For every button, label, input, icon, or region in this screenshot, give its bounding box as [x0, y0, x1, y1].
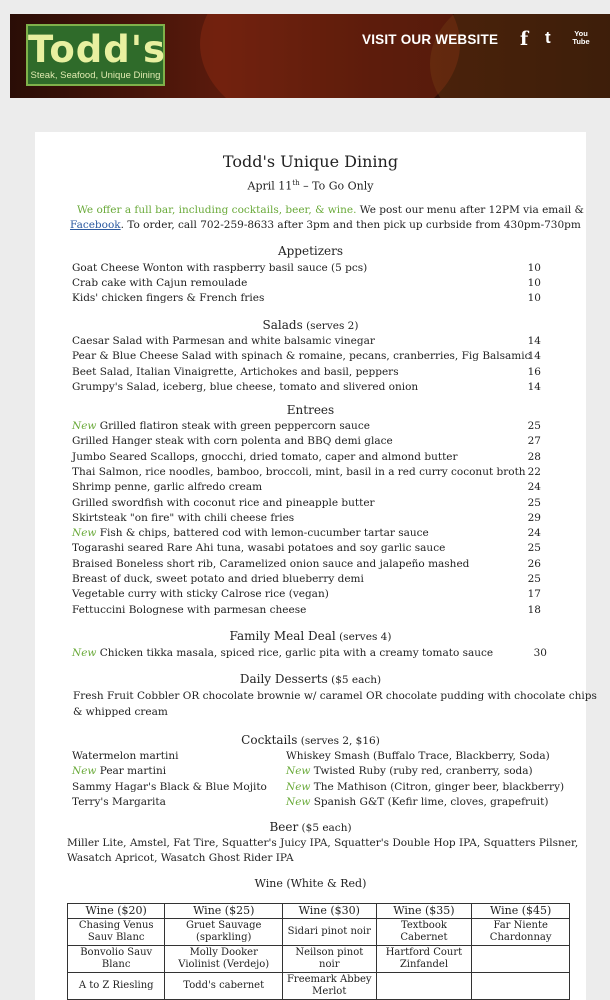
- item-price: 25: [527, 573, 541, 585]
- desserts-line-2: & whipped cream: [73, 706, 168, 718]
- item-name: Crab cake with Cajun remoulade: [72, 277, 248, 289]
- wine-column-header: Wine ($30): [283, 904, 376, 919]
- menu-sheet: [35, 132, 597, 1000]
- section-title-entrees: Entrees: [286, 403, 335, 417]
- beer-line-1: Miller Lite, Amstel, Fat Tire, Squatter's Juicy IPA, Squatter's Double Hop IPA, Squatters Pilsner,: [67, 837, 579, 849]
- list-item: [72, 481, 262, 494]
- menu-title: Todd's Unique Dining: [222, 152, 399, 171]
- item-name: Goat Cheese Wonton with raspberry basil sauce (5 pcs): [72, 262, 368, 274]
- wine-cell: Molly Dooker Violinist (Verdejo): [165, 946, 283, 973]
- item-name: Grumpy's Salad, iceberg, blue cheese, tomato and slivered onion: [72, 380, 419, 393]
- list-item: [72, 381, 418, 394]
- item-name: Vegetable curry with sticky Calrose rice (vegan): [72, 588, 329, 601]
- wine-column-header: Wine ($20): [68, 904, 165, 919]
- header-swirl: [200, 14, 460, 98]
- list-item: [72, 292, 264, 305]
- wine-cell: Chasing Venus Sauv Blanc: [68, 919, 165, 946]
- item-name: Fettuccini Bolognese with parmesan cheese: [72, 603, 307, 616]
- list-item: [72, 512, 294, 525]
- item-price: 25: [527, 542, 541, 555]
- cocktail-name: Spanish G&T (Kefir lime, cloves, grapefruit): [310, 795, 549, 808]
- menu-date: April 11th – To Go Only: [247, 179, 374, 193]
- wine-cell: [472, 946, 570, 973]
- list-item: [72, 527, 429, 540]
- wine-cell: Todd's cabernet: [165, 973, 283, 1000]
- list-item: [72, 558, 469, 571]
- cocktail-item: [286, 750, 550, 763]
- wine-cell: [472, 973, 570, 1000]
- youtube-icon[interactable]: You Tube: [572, 29, 590, 46]
- visit-website-link[interactable]: VISIT OUR WEBSITE: [362, 32, 499, 47]
- wine-column-header: Wine ($35): [376, 904, 472, 919]
- cocktail-name: Pear martini: [96, 765, 167, 778]
- cocktail-item: [72, 796, 166, 809]
- cocktail-item: [72, 765, 166, 778]
- intro-line-2: Facebook. To order, call 702-259-8633 after 3pm and then pick up curbside from 430pm-730pm: [70, 219, 581, 231]
- item-name: Pear & Blue Cheese Salad with spinach & romaine, pecans, cranberries, Fig Balsamic: [72, 350, 531, 363]
- item-price: 25: [527, 496, 541, 509]
- item-name: Grilled flatiron steak with green peppercorn sauce: [96, 420, 370, 432]
- list-item: [72, 335, 375, 348]
- item-name: Skirtsteak "on fire" with chili cheese fries: [72, 511, 295, 524]
- wine-cell: Freemark Abbey Merlot: [283, 973, 376, 1000]
- item-price: 14: [527, 350, 541, 363]
- wine-column-header: Wine ($45): [472, 904, 570, 919]
- wine-cell: Textbook Cabernet: [376, 919, 472, 946]
- wine-cell: Sidari pinot noir: [283, 919, 376, 946]
- cocktail-name: Twisted Ruby (ruby red, cranberry, soda): [310, 765, 533, 778]
- cocktail-item: [286, 765, 533, 778]
- item-price: 14: [527, 335, 541, 347]
- wine-cell: Gruet Sauvage (sparkling): [165, 919, 283, 946]
- section-title-appetizers: Appetizers: [277, 244, 344, 258]
- wine-cell: Neilson pinot noir: [283, 946, 376, 973]
- facebook-icon[interactable]: f: [520, 28, 529, 50]
- table-row: [68, 946, 570, 973]
- item-price: 28: [527, 450, 541, 463]
- list-item: [72, 604, 306, 617]
- list-item: [72, 350, 531, 363]
- twitter-icon[interactable]: t: [545, 28, 551, 47]
- wine-column-header: Wine ($25): [165, 904, 283, 919]
- item-price: 10: [527, 277, 541, 289]
- intro-line-1: We offer a full bar, including cocktails, beer, & wine. We post our menu after 12PM via email &: [77, 204, 584, 216]
- wine-table: [67, 903, 570, 1000]
- site-header: [10, 14, 610, 98]
- cocktail-name: Sammy Hagar's Black & Blue Mojito: [72, 780, 267, 793]
- item-name: Jumbo Seared Scallops, gnocchi, dried tomato, caper and almond butter: [72, 450, 458, 463]
- list-item: [72, 542, 445, 555]
- list-item: [72, 588, 329, 601]
- wine-cell: Bonvolio Sauv Blanc: [68, 946, 165, 973]
- cocktail-name: Watermelon martini: [72, 750, 179, 762]
- table-row: [68, 919, 570, 946]
- section-title-beer: Beer ($5 each): [269, 820, 352, 834]
- wine-header-row: [68, 904, 570, 919]
- cocktail-item: [286, 781, 564, 794]
- cocktail-item: [72, 781, 267, 794]
- list-item: [72, 451, 458, 464]
- section-title-desserts: Daily Desserts ($5 each): [239, 672, 382, 686]
- item-price: 18: [527, 603, 541, 616]
- family-item: New Chicken tikka masala, spiced rice, garlic pita with a creamy tomato sauce: [72, 647, 494, 659]
- wine-cell: Hartford Court Zinfandel: [376, 946, 472, 973]
- section-title-cocktails: Cocktails (serves 2, $16): [241, 733, 380, 747]
- item-price: 14: [527, 380, 541, 393]
- item-price: 10: [527, 292, 541, 304]
- section-title-wine: Wine (White & Red): [254, 877, 367, 890]
- wine-cell: Far Niente Chardonnay: [472, 919, 570, 946]
- item-name: Thai Salmon, rice noodles, bamboo, broccoli, mint, basil in a red curry coconut broth: [72, 465, 526, 478]
- item-price: 27: [527, 435, 541, 448]
- desserts-line-1: Fresh Fruit Cobbler OR chocolate brownie w/ caramel OR chocolate pudding with chocolate chips: [73, 690, 597, 702]
- item-price: 22: [527, 465, 541, 478]
- logo-tagline: Steak, Seafood, Unique Dining: [30, 70, 161, 81]
- new-badge: New: [72, 765, 97, 778]
- item-name: Fish & chips, battered cod with lemon-cucumber tartar sauce: [96, 527, 429, 540]
- item-price: 24: [527, 527, 541, 540]
- table-row: [68, 973, 570, 1000]
- cocktail-item: [286, 796, 548, 809]
- item-name: Togarashi seared Rare Ahi tuna, wasabi potatoes and soy garlic sauce: [72, 542, 446, 555]
- item-price: 24: [527, 481, 541, 494]
- new-badge: New: [286, 780, 311, 793]
- list-item: [72, 420, 370, 433]
- item-name: Grilled swordfish with coconut rice and pineapple butter: [72, 496, 375, 509]
- list-item: [72, 366, 399, 379]
- section-title-salads: Salads (serves 2): [262, 318, 359, 332]
- wine-cell: A to Z Riesling: [68, 973, 165, 1000]
- list-item: [72, 573, 364, 586]
- cocktail-name: The Mathison (Citron, ginger beer, blackberry): [310, 780, 565, 793]
- item-name: Shrimp penne, garlic alfredo cream: [72, 481, 263, 494]
- logo[interactable]: [26, 24, 165, 86]
- item-price: 25: [527, 420, 541, 432]
- wine-table-body: [68, 919, 570, 1000]
- cocktail-item: [72, 750, 178, 763]
- item-price: 26: [527, 557, 541, 570]
- new-badge: New: [286, 765, 311, 778]
- cocktail-name: Terry's Margarita: [72, 795, 166, 808]
- item-price: 17: [527, 588, 541, 601]
- list-item: [72, 497, 375, 510]
- logo-name: Todd's: [28, 28, 167, 71]
- item-name: Braised Boneless short rib, Caramelized onion sauce and jalapeño mashed: [72, 557, 470, 570]
- item-price: 16: [527, 365, 541, 378]
- item-name: Grilled Hanger steak with corn polenta and BBQ demi glace: [72, 435, 393, 448]
- item-name: Kids' chicken fingers & French fries: [72, 292, 265, 304]
- item-name: Breast of duck, sweet potato and dried blueberry demi: [72, 573, 364, 585]
- new-badge: New: [286, 795, 311, 808]
- item-price: 29: [527, 511, 541, 524]
- list-item: [72, 466, 526, 479]
- family-price: 30: [533, 647, 547, 659]
- cocktail-name: Whiskey Smash (Buffalo Trace, Blackberry, Soda): [286, 750, 550, 762]
- wine-cell: [376, 973, 472, 1000]
- facebook-link[interactable]: Facebook: [70, 219, 121, 231]
- new-badge: New: [72, 527, 97, 540]
- header-swirl: [430, 14, 610, 98]
- item-name: Caesar Salad with Parmesan and white balsamic vinegar: [72, 335, 375, 347]
- item-price: 10: [527, 262, 541, 274]
- beer-line-2: Wasatch Apricot, Wasatch Ghost Rider IPA: [67, 852, 294, 864]
- section-title-family: Family Meal Deal (serves 4): [229, 629, 392, 643]
- list-item: [72, 435, 393, 448]
- item-name: Beet Salad, Italian Vinaigrette, Artichokes and basil, peppers: [72, 365, 399, 378]
- list-item: [72, 262, 367, 275]
- list-item: [72, 277, 247, 290]
- new-badge: New: [72, 420, 97, 432]
